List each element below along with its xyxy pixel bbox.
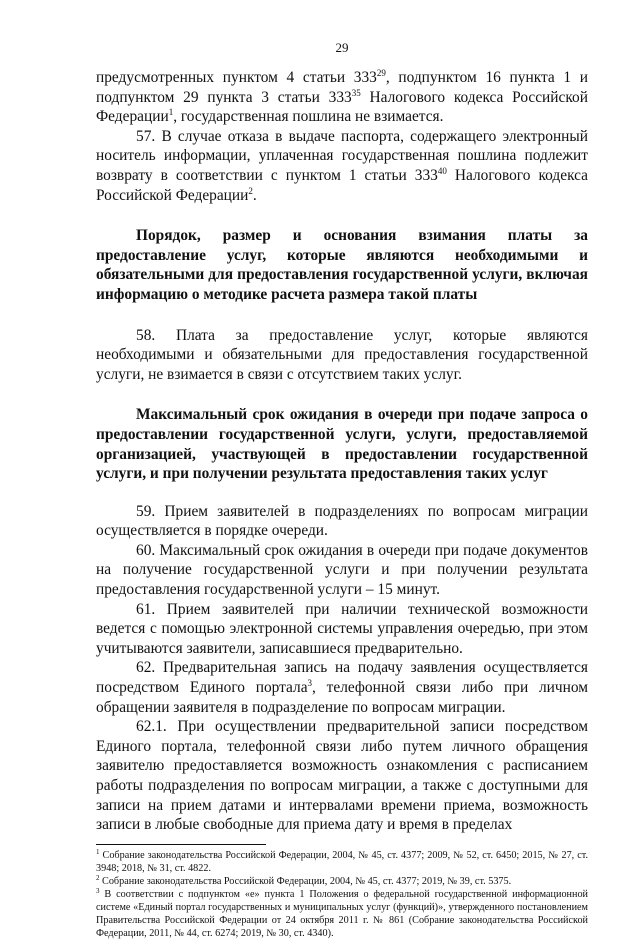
section-heading-fees: Порядок, размер и основания взимания платы за предоставление услуг, которые являются необходимыми и обязательными для предоставления государственной услуги, включая информацию о методике расчета размера такой платы bbox=[96, 227, 588, 303]
paragraph-60: 60. Максимальный срок ожидания в очереди при подаче документов на получение государственной услуги и при получении результата предоставления государственной услуги – 15 минут. bbox=[96, 541, 588, 599]
footnote-2: $^2$ Собрание законодательства Российской Федерации, 2004, № 45, ст. 4377; 2019, № 39, ст. 5375. bbox=[96, 873, 512, 887]
section-heading-queue-time: Максимальный срок ожидания в очереди при подаче запроса о предоставлении государственной услуги, услуги, предоставляемой организацией, участвующей в предоставлении государственной услуги, и при получении результата предоставления таких услуг bbox=[96, 406, 588, 483]
paragraph-57: 57. В случае отказа в выдаче паспорта, содержащего электронный носитель информации, уплаченная государственная пошлина подлежит возврату в соответствии с пунктом 1 статьи $333^{40}$ Налогового кодекса Российской Федерации$^2$. bbox=[96, 127, 589, 204]
paragraph-61: 61. Прием заявителей при наличии технической возможности ведется с помощью электронной системы управления очередью, при этом учитываются заявители, записавшиеся предварительно. bbox=[96, 600, 588, 657]
footnote-separator bbox=[96, 844, 266, 845]
intro-paragraph: предусмотренных пунктом 4 статьи $333^{29}$, подпунктом 16 пункта 1 и подпунктом 29 пункта 3 статьи $333^{35}$ Налогового кодекса Российской Федерации$^1$, государственная пошлина не взимается. bbox=[96, 68, 588, 126]
paragraph-59: 59. Прием заявителей в подразделениях по вопросам миграции осуществляется в порядке очереди. bbox=[96, 502, 588, 540]
footnote-1: $^1$ Собрание законодательства Российской Федерации, 2004, № 45, ст. 4377; 2009, № 52, ст. 6450; 2015, № 27, ст. 3948; 2018, № 31, ст. 4822. bbox=[96, 847, 588, 874]
paragraph-58: 58. Плата за предоставление услуг, которые являются необходимыми и обязательными для предоставления государственной услуги, не взимается в связи с отсутствием таких услуг. bbox=[96, 326, 588, 383]
page-number: 29 bbox=[335, 40, 349, 55]
paragraph-62-1: 62.1. При осуществлении предварительной записи посредством Единого портала, телефонной связи либо путем личного обращения заявителю предоставляется возможность ознакомления с расписанием работы подразделения по вопросам миграции, а также с доступными для записи на прием датами и интервалами времени приема, возможность записи в любые свободные для приема дату и время в пределах bbox=[96, 718, 588, 834]
paragraph-62: 62. Предварительная запись на подачу заявления осуществляется посредством Единого портала$^3$, телефонной связи либо при личном обращении заявителя в подразделение по вопросам миграции. bbox=[96, 659, 588, 716]
footnote-3: $^3$ В соответствии с подпунктом «е» пункта 1 Положения о федеральной государственной информационной системе «Единый портал государственных и муниципальных услуг (функций)», утвержденного постановлением Правительства Российской Федерации от 24 октября 2011 г. № 861 (Собрание законодательства Российской Федерации, 2011, № 44, ст. 6274; 2019, № 30, ст. 4340). bbox=[96, 886, 588, 939]
